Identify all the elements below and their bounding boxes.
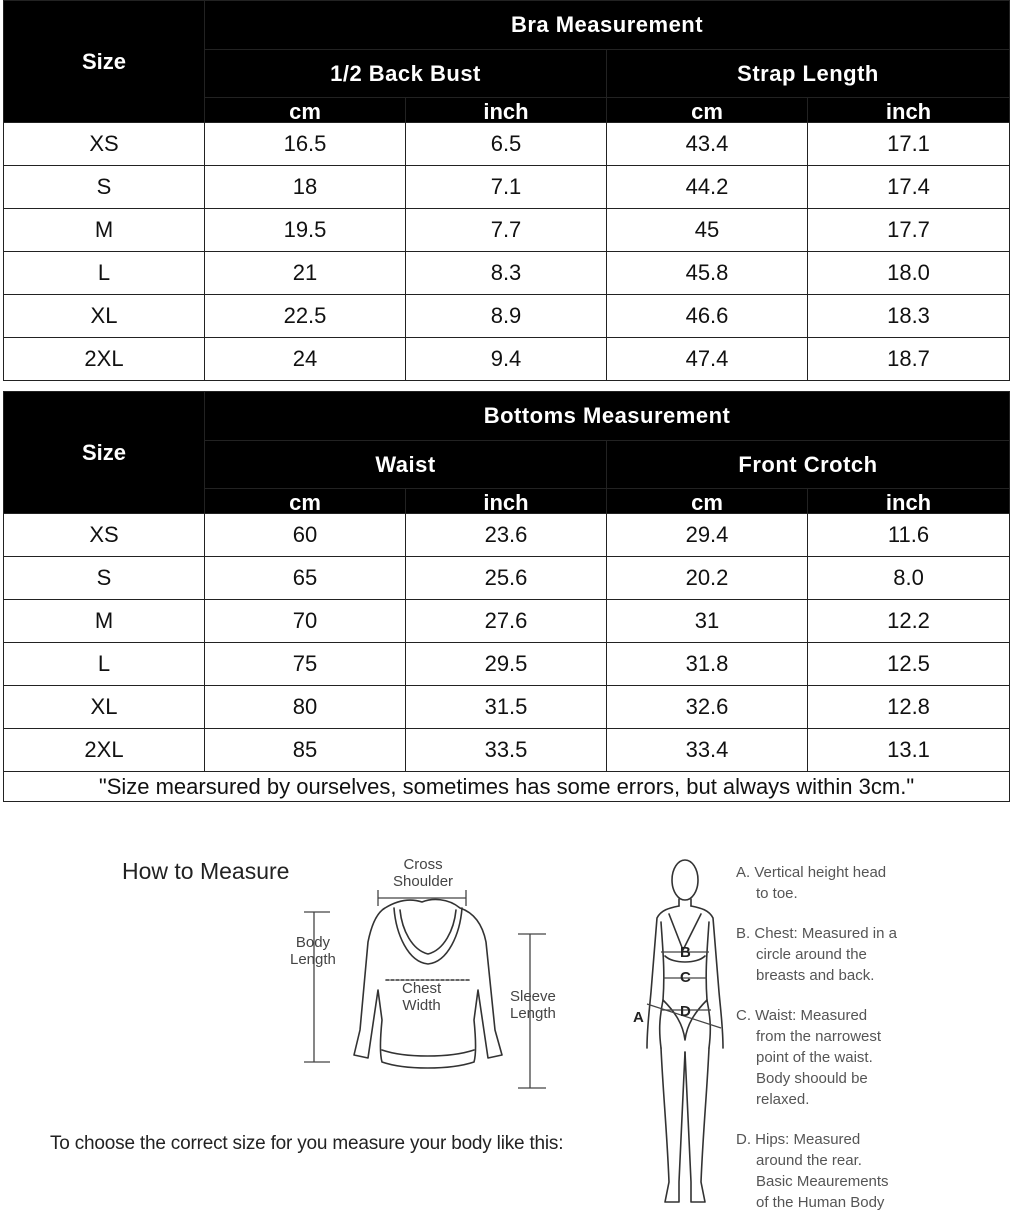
step-text: Body shoould be bbox=[756, 1070, 868, 1087]
step-text: point of the waist. bbox=[756, 1049, 873, 1066]
measurement-cell: 80 bbox=[205, 686, 406, 729]
measurement-cell: 8.3 bbox=[406, 252, 607, 295]
measurement-cell: 33.4 bbox=[607, 729, 808, 772]
measurement-cell: 22.5 bbox=[205, 295, 406, 338]
body-length-label: Body Length bbox=[290, 934, 336, 968]
table-row bbox=[4, 729, 1010, 772]
measurement-cell: 65 bbox=[205, 557, 406, 600]
measurement-cell: 47.4 bbox=[607, 338, 808, 381]
measuring-step bbox=[736, 862, 1006, 904]
table-row bbox=[4, 166, 1010, 209]
measurement-cell: 11.6 bbox=[808, 514, 1010, 557]
measurement-cell: 8.9 bbox=[406, 295, 607, 338]
table-row bbox=[4, 686, 1010, 729]
step-line bbox=[736, 1171, 1006, 1192]
step-line bbox=[736, 923, 1006, 944]
measurement-cell: 43.4 bbox=[607, 123, 808, 166]
step-text: to toe. bbox=[756, 885, 798, 902]
step-line bbox=[736, 944, 1006, 965]
measurement-cell: 19.5 bbox=[205, 209, 406, 252]
group-header-waist: Waist bbox=[205, 441, 607, 489]
measurement-cell: 7.7 bbox=[406, 209, 607, 252]
bra-size-table bbox=[3, 0, 1010, 381]
size-cell: XL bbox=[4, 686, 205, 729]
step-line bbox=[736, 862, 1006, 883]
step-line bbox=[736, 1005, 1006, 1026]
step-line bbox=[736, 1150, 1006, 1171]
bra-table-body bbox=[4, 123, 1010, 381]
measurement-cell: 60 bbox=[205, 514, 406, 557]
size-cell: L bbox=[4, 643, 205, 686]
step-key: A. bbox=[736, 864, 751, 881]
size-header: Size bbox=[4, 392, 205, 514]
measurement-cell: 13.1 bbox=[808, 729, 1010, 772]
measurement-cell: 45.8 bbox=[607, 252, 808, 295]
measurement-cell: 31.5 bbox=[406, 686, 607, 729]
table-row bbox=[4, 123, 1010, 166]
marker-d: D bbox=[680, 1003, 691, 1020]
size-cell: XL bbox=[4, 295, 205, 338]
step-key: B. bbox=[736, 925, 751, 942]
cross-shoulder-label: Cross Shoulder bbox=[393, 856, 454, 890]
measurement-cell: 12.8 bbox=[808, 686, 1010, 729]
step-text: Basic Meaurements bbox=[756, 1173, 889, 1190]
step-line bbox=[736, 1026, 1006, 1047]
step-line bbox=[736, 1068, 1006, 1089]
bottoms-size-table bbox=[3, 391, 1010, 802]
measurement-cell: 85 bbox=[205, 729, 406, 772]
measurement-cell: 75 bbox=[205, 643, 406, 686]
measurement-cell: 31.8 bbox=[607, 643, 808, 686]
choose-size-note: To choose the correct size for you measure your body like this: bbox=[50, 1133, 564, 1154]
size-cell: 2XL bbox=[4, 729, 205, 772]
size-cell: M bbox=[4, 600, 205, 643]
measurement-cell: 9.4 bbox=[406, 338, 607, 381]
step-text: circle around the bbox=[756, 946, 867, 963]
size-cell: XS bbox=[4, 514, 205, 557]
step-line bbox=[736, 1129, 1006, 1150]
measurement-cell: 46.6 bbox=[607, 295, 808, 338]
unit-header: cm bbox=[205, 489, 406, 514]
unit-header: inch bbox=[808, 489, 1010, 514]
step-key: C. bbox=[736, 1007, 751, 1024]
unit-header: cm bbox=[607, 98, 808, 123]
measurement-cell: 7.1 bbox=[406, 166, 607, 209]
measurement-cell: 12.2 bbox=[808, 600, 1010, 643]
measurement-cell: 16.5 bbox=[205, 123, 406, 166]
measurement-cell: 21 bbox=[205, 252, 406, 295]
size-cell: 2XL bbox=[4, 338, 205, 381]
step-line bbox=[736, 1089, 1006, 1110]
step-text: Vertical height head bbox=[754, 864, 887, 881]
step-line bbox=[736, 883, 1006, 904]
step-text: relaxed. bbox=[756, 1091, 810, 1108]
unit-header: inch bbox=[406, 489, 607, 514]
body-figure-diagram bbox=[625, 852, 735, 1217]
unit-header: inch bbox=[406, 98, 607, 123]
measurement-cell: 12.5 bbox=[808, 643, 1010, 686]
bottoms-table-title: Bottoms Measurement bbox=[205, 392, 1010, 441]
step-key: D. bbox=[736, 1131, 751, 1148]
measurement-cell: 32.6 bbox=[607, 686, 808, 729]
measurement-cell: 20.2 bbox=[607, 557, 808, 600]
table-row bbox=[4, 600, 1010, 643]
size-cell: XS bbox=[4, 123, 205, 166]
table-row bbox=[4, 295, 1010, 338]
measurement-cell: 25.6 bbox=[406, 557, 607, 600]
measurement-cell: 29.5 bbox=[406, 643, 607, 686]
group-header-back-bust: 1/2 Back Bust bbox=[205, 50, 607, 98]
size-header: Size bbox=[4, 1, 205, 123]
step-text: Chest: Measured in a bbox=[754, 925, 897, 942]
table-row bbox=[4, 252, 1010, 295]
table-row bbox=[4, 209, 1010, 252]
step-text: around the rear. bbox=[756, 1152, 862, 1169]
measurement-cell: 29.4 bbox=[607, 514, 808, 557]
measurement-cell: 6.5 bbox=[406, 123, 607, 166]
measurement-cell: 17.1 bbox=[808, 123, 1010, 166]
bottoms-table-body bbox=[4, 514, 1010, 772]
measurement-cell: 8.0 bbox=[808, 557, 1010, 600]
measurement-cell: 18.0 bbox=[808, 252, 1010, 295]
measuring-step bbox=[736, 1005, 1006, 1110]
measuring-step bbox=[736, 1129, 1006, 1213]
marker-a: A bbox=[633, 1009, 644, 1026]
step-text: breasts and back. bbox=[756, 967, 875, 984]
measurement-cell: 23.6 bbox=[406, 514, 607, 557]
measurement-cell: 31 bbox=[607, 600, 808, 643]
measuring-steps bbox=[736, 862, 1006, 1232]
step-line bbox=[736, 965, 1006, 986]
measurement-cell: 33.5 bbox=[406, 729, 607, 772]
unit-header: cm bbox=[205, 98, 406, 123]
unit-header: cm bbox=[607, 489, 808, 514]
measurement-cell: 70 bbox=[205, 600, 406, 643]
step-text: of the Human Body bbox=[756, 1194, 885, 1211]
step-line bbox=[736, 1192, 1006, 1213]
measurement-cell: 18 bbox=[205, 166, 406, 209]
table-row bbox=[4, 514, 1010, 557]
table-row bbox=[4, 643, 1010, 686]
size-cell: S bbox=[4, 557, 205, 600]
size-disclaimer: "Size mearsured by ourselves, sometimes has some errors, but always within 3cm." bbox=[4, 772, 1010, 802]
group-header-front-crotch: Front Crotch bbox=[607, 441, 1010, 489]
size-cell: M bbox=[4, 209, 205, 252]
measurement-cell: 44.2 bbox=[607, 166, 808, 209]
unit-header: inch bbox=[808, 98, 1010, 123]
measurement-cell: 18.3 bbox=[808, 295, 1010, 338]
measurement-cell: 27.6 bbox=[406, 600, 607, 643]
table-row bbox=[4, 338, 1010, 381]
measurement-cell: 17.4 bbox=[808, 166, 1010, 209]
marker-c: C bbox=[680, 969, 691, 986]
measurement-cell: 24 bbox=[205, 338, 406, 381]
measurement-cell: 18.7 bbox=[808, 338, 1010, 381]
bra-table-title: Bra Measurement bbox=[205, 1, 1010, 50]
marker-b: B bbox=[680, 944, 691, 961]
how-to-measure-title: How to Measure bbox=[122, 858, 290, 884]
step-line bbox=[736, 1047, 1006, 1068]
group-header-strap-length: Strap Length bbox=[607, 50, 1010, 98]
measurement-cell: 45 bbox=[607, 209, 808, 252]
measuring-step bbox=[736, 923, 1006, 986]
step-text: Hips: Measured bbox=[755, 1131, 861, 1148]
table-row bbox=[4, 557, 1010, 600]
size-cell: S bbox=[4, 166, 205, 209]
step-text: Waist: Measured bbox=[755, 1007, 868, 1024]
sleeve-length-label: Sleeve Length bbox=[510, 988, 556, 1022]
measurement-cell: 17.7 bbox=[808, 209, 1010, 252]
chest-width-label: Chest Width bbox=[402, 980, 442, 1014]
size-cell: L bbox=[4, 252, 205, 295]
step-text: from the narrowest bbox=[756, 1028, 882, 1045]
